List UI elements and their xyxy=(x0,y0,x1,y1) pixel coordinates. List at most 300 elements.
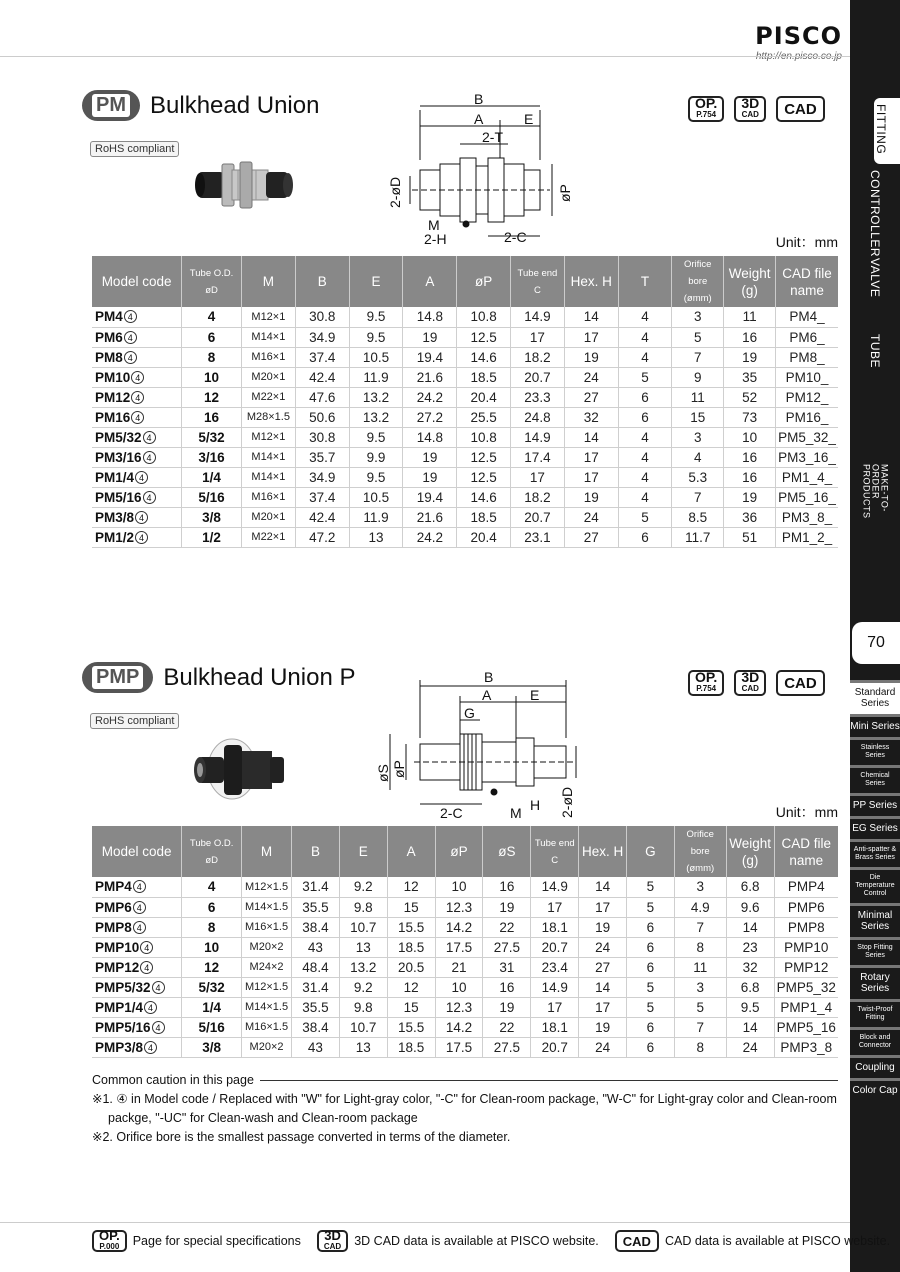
table-cell: 4 xyxy=(618,347,672,367)
table-cell: 9.5 xyxy=(349,467,403,487)
table-cell: 27 xyxy=(564,387,618,407)
column-header: øP xyxy=(457,256,511,307)
table-cell: 10 xyxy=(435,877,483,897)
pm-3d-cad-badge[interactable]: 3D CAD xyxy=(734,96,766,122)
model-code-cell: PM5/16 4 xyxy=(92,487,182,507)
table-cell: M20×2 xyxy=(242,1037,292,1057)
table-cell: PMP4 xyxy=(774,877,838,897)
table-cell: 7 xyxy=(672,347,724,367)
table-cell: PMP12 xyxy=(774,957,838,977)
table-cell: 5 xyxy=(627,897,675,917)
table-cell: 19.4 xyxy=(403,487,457,507)
table-row xyxy=(92,387,838,407)
table-cell: 16 xyxy=(182,407,242,427)
table-cell: 15.5 xyxy=(387,917,435,937)
series-item-anti-spatter[interactable]: Anti-spatter & Brass Series xyxy=(850,839,900,867)
table-cell: 10 xyxy=(182,367,242,387)
table-cell: 21 xyxy=(435,957,483,977)
sidebar-tab-make-to-order[interactable]: MAKE-TO-ORDER PRODUCTS xyxy=(861,464,890,519)
table-cell: 18.5 xyxy=(457,507,511,527)
table-cell: 11.7 xyxy=(672,527,724,547)
table-cell: 17.4 xyxy=(511,447,565,467)
table-cell: 4 xyxy=(618,427,672,447)
model-code-cell: PM8 4 xyxy=(92,347,182,367)
series-item-standard[interactable]: Standard Series xyxy=(850,680,900,714)
table-cell: 22 xyxy=(483,917,531,937)
table-cell: 14.9 xyxy=(511,307,565,327)
table-cell: M12×1 xyxy=(241,307,295,327)
column-header: E xyxy=(339,826,387,877)
series-item-stop-fitting[interactable]: Stop Fitting Series xyxy=(850,937,900,965)
note-4-mark: 4 xyxy=(143,491,156,504)
table-row xyxy=(92,1017,838,1037)
model-code-cell: PM16 4 xyxy=(92,407,182,427)
table-cell: 17 xyxy=(531,897,579,917)
table-cell: 5 xyxy=(627,997,675,1017)
table-cell: PM4_ xyxy=(776,307,838,327)
note-4-mark: 4 xyxy=(135,471,148,484)
table-cell: 31 xyxy=(483,957,531,977)
note-4-mark: 4 xyxy=(135,531,148,544)
table-cell: 16 xyxy=(724,447,776,467)
table-cell: 25.5 xyxy=(457,407,511,427)
model-code-cell: PMP6 4 xyxy=(92,897,182,917)
table-cell: 16 xyxy=(483,977,531,997)
table-cell: M24×2 xyxy=(242,957,292,977)
table-row xyxy=(92,367,838,387)
table-cell: 19 xyxy=(724,487,776,507)
table-cell: 6 xyxy=(627,937,675,957)
table-cell: 3 xyxy=(674,977,726,997)
pm-dim-label-m: M xyxy=(428,217,440,233)
table-row xyxy=(92,327,838,347)
table-cell: 21.6 xyxy=(403,367,457,387)
table-cell: 4 xyxy=(618,487,672,507)
table-cell: 5/16 xyxy=(182,487,242,507)
note-4-mark: 4 xyxy=(133,921,146,934)
table-cell: 19 xyxy=(579,917,627,937)
note-4-mark: 4 xyxy=(143,451,156,464)
table-cell: 3/16 xyxy=(182,447,242,467)
table-cell: 19 xyxy=(403,327,457,347)
table-cell: 19 xyxy=(564,487,618,507)
note-item: ※2. Orifice bore is the smallest passage converted in terms of the diameter. xyxy=(92,1130,511,1144)
table-cell: 12.3 xyxy=(435,997,483,1017)
table-cell: 5 xyxy=(672,327,724,347)
pmp-3d-cad-badge[interactable]: 3D CAD xyxy=(734,670,766,696)
model-code-cell: PM10 4 xyxy=(92,367,182,387)
table-cell: 13 xyxy=(339,937,387,957)
table-cell: PMP10 xyxy=(774,937,838,957)
table-cell: 14 xyxy=(564,427,618,447)
table-cell: 13.2 xyxy=(349,387,403,407)
series-item-chemical[interactable]: Chemical Series xyxy=(850,765,900,793)
table-cell: 9.6 xyxy=(726,897,774,917)
table-cell: 19.4 xyxy=(403,347,457,367)
footer-op-text: Page for special specifications xyxy=(132,1234,301,1248)
table-row xyxy=(92,527,838,547)
table-cell: 20.7 xyxy=(511,507,565,527)
pmp-dim-label-c: 2-C xyxy=(440,805,463,821)
table-cell: 8 xyxy=(182,347,242,367)
table-cell: 19 xyxy=(403,447,457,467)
table-cell: 18.5 xyxy=(387,1037,435,1057)
table-cell: 35.7 xyxy=(295,447,349,467)
pm-code-pill: PM xyxy=(82,90,140,121)
table-cell: 10 xyxy=(724,427,776,447)
pmp-code-pill: PMP xyxy=(82,662,153,693)
pm-dim-label-t: 2-T xyxy=(482,129,503,145)
table-cell: 27 xyxy=(564,527,618,547)
model-code-cell: PM6 4 xyxy=(92,327,182,347)
table-cell: 9.5 xyxy=(349,427,403,447)
table-cell: 24.8 xyxy=(511,407,565,427)
table-cell: 47.6 xyxy=(295,387,349,407)
table-cell: 35.5 xyxy=(292,997,340,1017)
table-cell: 18.1 xyxy=(531,917,579,937)
table-cell: 36 xyxy=(724,507,776,527)
column-header: Tube end C xyxy=(511,256,565,307)
pmp-rohs-badge: RoHS compliant xyxy=(90,713,179,729)
table-cell: PM10_ xyxy=(776,367,838,387)
table-cell: 19 xyxy=(483,997,531,1017)
table-cell: 24 xyxy=(564,367,618,387)
table-cell: 5/16 xyxy=(182,1017,242,1037)
column-header: Orifice bore (ømm) xyxy=(672,256,724,307)
table-cell: 9 xyxy=(672,367,724,387)
table-cell: 4 xyxy=(672,447,724,467)
table-cell: 11.9 xyxy=(349,367,403,387)
table-cell: 6.8 xyxy=(726,877,774,897)
series-item-block-connector[interactable]: Block and Connector xyxy=(850,1027,900,1055)
table-cell: 12 xyxy=(182,957,242,977)
table-cell: 18.5 xyxy=(457,367,511,387)
series-item-coupling[interactable]: Coupling xyxy=(850,1055,900,1078)
table-cell: 19 xyxy=(483,897,531,917)
table-cell: M22×1 xyxy=(241,527,295,547)
common-caution-notes xyxy=(92,1071,838,1147)
column-header: Weight (g) xyxy=(726,826,774,877)
top-divider xyxy=(0,56,850,57)
table-cell: 20.4 xyxy=(457,387,511,407)
table-row xyxy=(92,897,838,917)
table-cell: 18.2 xyxy=(511,487,565,507)
table-cell: 11.9 xyxy=(349,507,403,527)
table-cell: 17.5 xyxy=(435,937,483,957)
table-cell: 14 xyxy=(726,1017,774,1037)
table-cell: 22 xyxy=(483,1017,531,1037)
pmp-dim-label-e: E xyxy=(530,687,540,703)
table-cell: 14.8 xyxy=(403,427,457,447)
model-code-cell: PMP1/4 4 xyxy=(92,997,182,1017)
pm-title: Bulkhead Union xyxy=(150,91,320,119)
table-cell: 3 xyxy=(672,427,724,447)
pmp-cad-badge[interactable]: CAD xyxy=(776,670,825,696)
table-cell: 24 xyxy=(579,1037,627,1057)
table-cell: M14×1.5 xyxy=(242,997,292,1017)
table-cell: 10.7 xyxy=(339,1017,387,1037)
model-code-cell: PMP8 4 xyxy=(92,917,182,937)
table-cell: 9.5 xyxy=(726,997,774,1017)
table-row xyxy=(92,937,838,957)
sidebar-tab-valve[interactable]: VALVE xyxy=(868,258,882,298)
column-header: CAD file name xyxy=(776,256,838,307)
pmp-section-header xyxy=(82,662,355,693)
table-cell: 7 xyxy=(674,917,726,937)
column-header: B xyxy=(292,826,340,877)
table-cell: M12×1 xyxy=(241,427,295,447)
table-cell: 6 xyxy=(627,1017,675,1037)
table-cell: 5 xyxy=(627,877,675,897)
pm-dim-label-a: A xyxy=(474,111,484,127)
table-cell: 1/2 xyxy=(182,527,242,547)
table-cell: 5 xyxy=(618,507,672,527)
pm-unit-label: Unit：mm xyxy=(775,234,838,250)
table-cell: PMP5_16 xyxy=(774,1017,838,1037)
table-cell: 6 xyxy=(618,387,672,407)
table-cell: 37.4 xyxy=(295,487,349,507)
column-header: A xyxy=(403,256,457,307)
pmp-title: Bulkhead Union P xyxy=(163,663,356,691)
table-cell: 24 xyxy=(579,937,627,957)
table-cell: 14.2 xyxy=(435,1017,483,1037)
series-item-rotary[interactable]: Rotary Series xyxy=(850,965,900,999)
table-cell: 23 xyxy=(726,937,774,957)
note-4-mark: 4 xyxy=(124,310,137,323)
table-cell: 10.7 xyxy=(339,917,387,937)
table-cell: 6.8 xyxy=(726,977,774,997)
table-cell: 16 xyxy=(483,877,531,897)
table-cell: 15 xyxy=(672,407,724,427)
table-cell: M16×1.5 xyxy=(242,917,292,937)
table-cell: 30.8 xyxy=(295,307,349,327)
table-cell: 8.5 xyxy=(672,507,724,527)
table-cell: 31.4 xyxy=(292,977,340,997)
pm-op-badge[interactable]: OP. P.754 xyxy=(688,96,724,122)
table-row xyxy=(92,407,838,427)
pm-section-header xyxy=(82,90,319,121)
model-code-cell: PMP4 4 xyxy=(92,877,182,897)
column-header: CAD file name xyxy=(774,826,838,877)
table-cell: PM3_16_ xyxy=(776,447,838,467)
table-cell: M14×1 xyxy=(241,467,295,487)
table-cell: PM1_2_ xyxy=(776,527,838,547)
column-header: Model code xyxy=(92,256,182,307)
table-cell: 16 xyxy=(724,467,776,487)
sidebar-tab-fitting[interactable]: FITTING xyxy=(874,98,900,164)
footer-cad-text: CAD data is available at PISCO website. xyxy=(664,1234,891,1248)
table-cell: 4 xyxy=(182,307,242,327)
series-item-twist-proof[interactable]: Twist-Proof Fitting xyxy=(850,999,900,1027)
pmp-dim-label-a: A xyxy=(482,687,492,703)
notes-title: Common caution in this page xyxy=(92,1071,838,1090)
table-cell: 10 xyxy=(182,937,242,957)
note-4-mark: 4 xyxy=(140,961,153,974)
note-4-mark: 4 xyxy=(144,1001,157,1014)
note-4-mark: 4 xyxy=(152,981,165,994)
pmp-dim-label-g: G xyxy=(464,705,475,721)
table-cell: 18.1 xyxy=(531,1017,579,1037)
table-cell: 9.8 xyxy=(339,897,387,917)
table-cell: 4 xyxy=(618,327,672,347)
note-item: ※1. ④ in Model code / Replaced with "W" for Light-gray color, "-C" for Clean-room package, "W-C" for Light-gray color and Clean-room packge, "-UC" for Clean-wash and Clean-room package xyxy=(92,1092,837,1125)
table-row xyxy=(92,427,838,447)
table-cell: 6 xyxy=(627,917,675,937)
table-cell: 27.2 xyxy=(403,407,457,427)
table-cell: 27 xyxy=(579,957,627,977)
pm-badges xyxy=(688,96,825,122)
table-cell: 3/8 xyxy=(182,507,242,527)
table-cell: 3 xyxy=(672,307,724,327)
table-cell: 48.4 xyxy=(292,957,340,977)
table-cell: 3/8 xyxy=(182,1037,242,1057)
pmp-table-header xyxy=(92,826,838,877)
table-cell: 7 xyxy=(674,1017,726,1037)
column-header: Tube end C xyxy=(531,826,579,877)
pmp-dim-label-s: øS xyxy=(375,764,391,782)
table-cell: 11 xyxy=(672,387,724,407)
table-cell: 9.2 xyxy=(339,977,387,997)
table-cell: 14.9 xyxy=(511,427,565,447)
table-cell: 5 xyxy=(627,977,675,997)
table-row xyxy=(92,507,838,527)
table-row xyxy=(92,467,838,487)
table-cell: 32 xyxy=(564,407,618,427)
table-cell: 43 xyxy=(292,1037,340,1057)
table-cell: 31.4 xyxy=(292,877,340,897)
table-cell: 14 xyxy=(579,877,627,897)
column-header: øS xyxy=(483,826,531,877)
pm-dim-label-d: 2-øD xyxy=(387,176,403,208)
table-row xyxy=(92,307,838,327)
table-cell: 6 xyxy=(182,327,242,347)
note-4-mark: 4 xyxy=(144,1041,157,1054)
pmp-op-badge[interactable]: OP. P.754 xyxy=(688,670,724,696)
table-cell: 37.4 xyxy=(295,347,349,367)
table-cell: 19 xyxy=(564,347,618,367)
table-cell: 13 xyxy=(349,527,403,547)
table-cell: PMP8 xyxy=(774,917,838,937)
table-cell: 9.8 xyxy=(339,997,387,1017)
series-item-die-temperature[interactable]: Die Temperature Control xyxy=(850,867,900,903)
series-item-eg[interactable]: EG Series xyxy=(850,816,900,839)
pmp-dim-label-b: B xyxy=(484,669,494,685)
table-cell: 8 xyxy=(674,1037,726,1057)
table-cell: 27.5 xyxy=(483,937,531,957)
table-cell: 14.2 xyxy=(435,917,483,937)
series-item-color-cap[interactable]: Color Cap xyxy=(850,1078,900,1101)
pm-dim-label-p: øP xyxy=(557,184,573,202)
table-cell: M16×1.5 xyxy=(242,1017,292,1037)
table-cell: 19 xyxy=(403,467,457,487)
table-cell: 17 xyxy=(564,327,618,347)
table-cell: 17 xyxy=(579,997,627,1017)
table-cell: M16×1 xyxy=(241,487,295,507)
footer-divider xyxy=(0,1222,850,1223)
table-cell: 51 xyxy=(724,527,776,547)
brand-logo: PISCO xyxy=(755,22,842,50)
footer-op-badge: OP. P.000 xyxy=(92,1230,127,1252)
table-row xyxy=(92,447,838,467)
table-cell: 5 xyxy=(618,367,672,387)
table-cell: PMP3_8 xyxy=(774,1037,838,1057)
note-4-mark: 4 xyxy=(131,371,144,384)
table-cell: PM5_16_ xyxy=(776,487,838,507)
pmp-dim-label-m: M xyxy=(510,805,522,821)
table-cell: 10.8 xyxy=(457,307,511,327)
pm-dim-label-c: 2-C xyxy=(504,229,527,245)
series-item-minimal[interactable]: Minimal Series xyxy=(850,903,900,937)
footer-3d-text: 3D CAD data is available at PISCO website. xyxy=(354,1234,599,1248)
table-cell: M12×1.5 xyxy=(242,977,292,997)
table-cell: 27.5 xyxy=(483,1037,531,1057)
table-cell: 11 xyxy=(674,957,726,977)
table-cell: 6 xyxy=(627,957,675,977)
table-cell: 12 xyxy=(387,877,435,897)
table-cell: 14 xyxy=(726,917,774,937)
model-code-cell: PMP3/8 4 xyxy=(92,1037,182,1057)
table-cell: 20.7 xyxy=(531,937,579,957)
pm-dim-label-b: B xyxy=(474,91,484,107)
pm-dim-label-h: 2-H xyxy=(424,231,447,247)
table-cell: 15 xyxy=(387,997,435,1017)
table-cell: 14.6 xyxy=(457,347,511,367)
table-cell: 13.2 xyxy=(339,957,387,977)
table-cell: 1/4 xyxy=(182,467,242,487)
table-row xyxy=(92,1037,838,1057)
table-cell: 6 xyxy=(182,897,242,917)
table-cell: PM6_ xyxy=(776,327,838,347)
table-cell: 52 xyxy=(724,387,776,407)
table-cell: M14×1 xyxy=(241,447,295,467)
sidebar-tab-tube[interactable]: TUBE xyxy=(868,334,882,369)
table-cell: PMP5_32 xyxy=(774,977,838,997)
sidebar-tab-controller[interactable]: CONTROLLER xyxy=(868,170,882,258)
table-cell: 14 xyxy=(564,307,618,327)
series-item-mini[interactable]: Mini Series xyxy=(850,714,900,737)
model-code-cell: PM3/16 4 xyxy=(92,447,182,467)
note-4-mark: 4 xyxy=(124,331,137,344)
table-cell: 8 xyxy=(674,937,726,957)
table-cell: 23.4 xyxy=(531,957,579,977)
table-cell: 13 xyxy=(339,1037,387,1057)
table-cell: PMP6 xyxy=(774,897,838,917)
table-cell: 6 xyxy=(618,407,672,427)
series-item-stainless[interactable]: Stainless Series xyxy=(850,737,900,765)
column-header: G xyxy=(627,826,675,877)
model-code-cell: PMP12 4 xyxy=(92,957,182,977)
table-cell: 9.2 xyxy=(339,877,387,897)
pm-cad-badge[interactable]: CAD xyxy=(776,96,825,122)
table-row xyxy=(92,997,838,1017)
table-cell: M20×2 xyxy=(242,937,292,957)
table-cell: 5/32 xyxy=(182,427,242,447)
page-number: 70 xyxy=(852,622,900,664)
table-cell: 5 xyxy=(674,997,726,1017)
column-header: Tube O.D. øD xyxy=(182,826,242,877)
model-code-cell: PM12 4 xyxy=(92,387,182,407)
table-cell: PM1_4_ xyxy=(776,467,838,487)
table-cell: 17.5 xyxy=(435,1037,483,1057)
table-cell: 4 xyxy=(618,307,672,327)
column-header: Model code xyxy=(92,826,182,877)
pm-rohs-badge: RoHS compliant xyxy=(90,141,179,157)
series-item-pp[interactable]: PP Series xyxy=(850,793,900,816)
table-cell: 19 xyxy=(579,1017,627,1037)
table-cell: 18.2 xyxy=(511,347,565,367)
table-cell: 10.5 xyxy=(349,487,403,507)
table-cell: 12 xyxy=(387,977,435,997)
